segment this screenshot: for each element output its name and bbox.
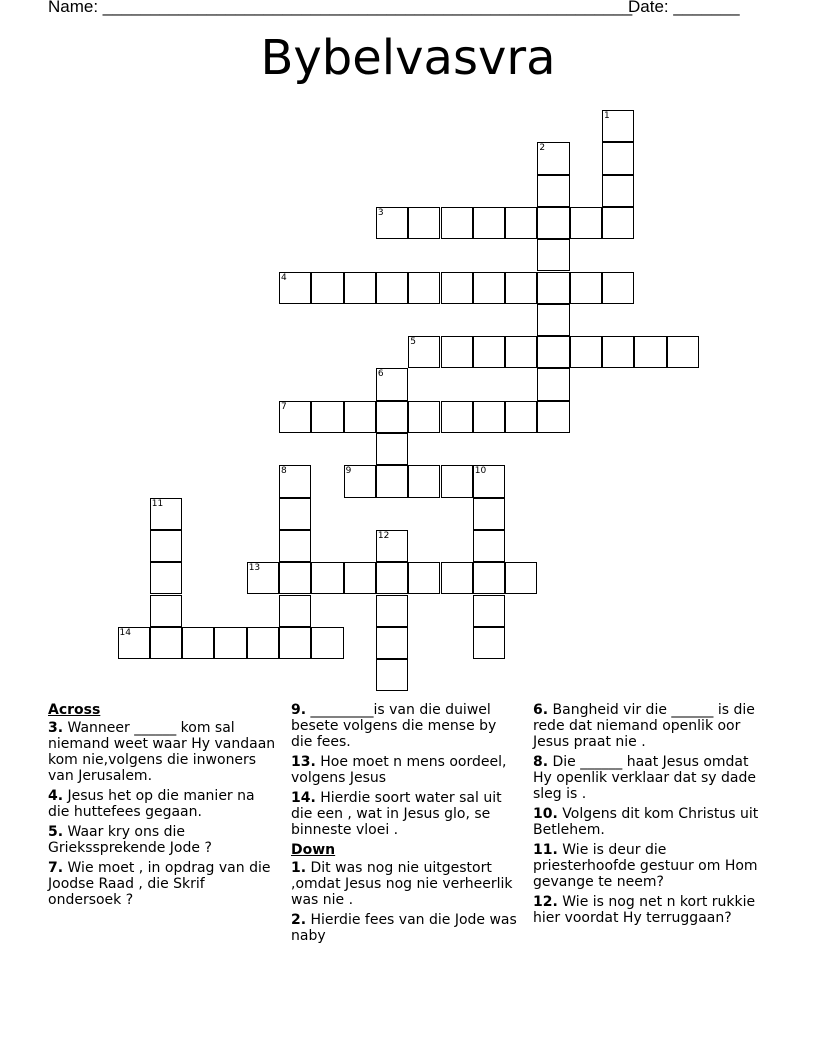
grid-cell[interactable] — [279, 530, 311, 562]
grid-cell[interactable] — [473, 465, 505, 497]
clue-down-6: 6. Bangheid vir die ______ is die rede dat niemand openlik oor Jesus praat nie . — [533, 702, 755, 750]
clue-down-12: 12. Wie is nog net n kort rukkie hier voordat Hy terruggaan? — [533, 894, 756, 926]
grid-cell[interactable] — [214, 627, 246, 659]
clue-number: 1 — [604, 111, 610, 121]
clue-number: 13 — [248, 563, 261, 574]
clue-down-11: 11. Wie is deur die priesterhoofde gestuur om Hom gevange te neem? — [533, 842, 758, 890]
grid-cell[interactable] — [441, 336, 473, 368]
grid-cell[interactable] — [537, 175, 569, 207]
grid-cell[interactable] — [602, 175, 634, 207]
grid-cell[interactable] — [408, 207, 440, 239]
clue-number: 2 — [539, 143, 546, 154]
grid-cell[interactable] — [376, 659, 408, 691]
grid-cell[interactable] — [602, 336, 634, 368]
grid-cell[interactable] — [537, 368, 569, 400]
grid-cell[interactable] — [441, 401, 473, 433]
grid-cell[interactable] — [537, 272, 569, 304]
grid-cell[interactable] — [473, 595, 505, 627]
grid-cell[interactable] — [376, 562, 408, 594]
grid-cell[interactable] — [602, 142, 634, 174]
clue-down-8: 8. Die ______ haat Jesus omdat Hy openlik verklaar dat sy dade sleg is . — [533, 754, 756, 802]
date-label: Date: _______ — [628, 0, 740, 16]
grid-cell[interactable] — [473, 627, 505, 659]
clue-column-2 — [291, 702, 521, 948]
grid-cell[interactable] — [150, 627, 182, 659]
grid-cell[interactable] — [602, 110, 634, 142]
clue-across-7: 7. Wie moet , in opdrag van die Joodse Raad , die Skrif ondersoek ? — [48, 860, 271, 908]
grid-cell[interactable] — [537, 336, 569, 368]
grid-cell[interactable] — [376, 530, 408, 562]
grid-cell[interactable] — [279, 562, 311, 594]
grid-cell[interactable] — [570, 207, 602, 239]
grid-cell[interactable] — [279, 627, 311, 659]
grid-cell[interactable] — [441, 465, 473, 497]
grid-cell[interactable] — [537, 239, 569, 271]
clue-across-9: 9. _________is van die duiwel besete volgens die mense by die fees. — [291, 702, 497, 750]
clue-number: 12 — [377, 530, 390, 541]
clue-number: 9 — [345, 466, 352, 477]
grid-cell[interactable] — [344, 272, 376, 304]
clue-number: 14 — [119, 627, 131, 638]
grid-cell[interactable] — [150, 498, 182, 530]
name-label: Name: ________________________________________________________ — [48, 0, 633, 16]
clue-down-1: 1. Dit was nog nie uitgestort ,omdat Jesus nog nie verheerlik was nie . — [291, 860, 513, 908]
grid-cell[interactable] — [537, 142, 569, 174]
clue-across-14: 14. Hierdie soort water sal uit die een , wat in Jesus glo, se binneste vloei . — [291, 790, 502, 838]
clue-across-3: 3. Wanneer ______ kom sal niemand weet waar Hy vandaan kom nie,volgens die inwoners van Jerusalem. — [48, 720, 276, 784]
clue-column-3 — [533, 702, 763, 930]
grid-cell[interactable] — [473, 530, 505, 562]
grid-cell[interactable] — [247, 627, 279, 659]
grid-cell[interactable] — [537, 304, 569, 336]
grid-cell[interactable] — [376, 433, 408, 465]
grid-cell[interactable] — [537, 207, 569, 239]
grid-cell[interactable] — [537, 401, 569, 433]
clue-across-5: 5. Waar kry ons die Griekssprekende Jode ? — [48, 824, 212, 856]
clue-across-4: 4. Jesus het op die manier na die huttefees gegaan. — [48, 788, 255, 820]
grid-cell[interactable] — [473, 562, 505, 594]
grid-cell[interactable] — [570, 336, 602, 368]
clue-across-13: 13. Hoe moet n mens oordeel, volgens Jesus — [291, 754, 507, 786]
grid-cell[interactable] — [376, 207, 408, 239]
clue-down-10: 10. Volgens dit kom Christus uit Betlehem. — [533, 806, 759, 838]
grid-cell[interactable] — [473, 498, 505, 530]
grid-cell[interactable] — [441, 562, 473, 594]
grid-cell[interactable] — [408, 465, 440, 497]
grid-cell[interactable] — [182, 627, 214, 659]
across-heading: Across — [48, 702, 101, 718]
grid-cell[interactable] — [667, 336, 699, 368]
clue-number: 5 — [410, 337, 416, 348]
grid-cell[interactable] — [376, 595, 408, 627]
grid-cell[interactable] — [344, 465, 376, 497]
clue-number: 11 — [151, 498, 164, 509]
grid-cell[interactable] — [376, 272, 408, 304]
grid-cell[interactable] — [408, 401, 440, 433]
grid-cell[interactable] — [505, 336, 537, 368]
grid-cell[interactable] — [505, 272, 537, 304]
grid-cell[interactable] — [150, 562, 182, 594]
name-date-line — [48, 0, 740, 17]
clue-number: 6 — [377, 369, 384, 380]
grid-cell[interactable] — [408, 562, 440, 594]
grid-cell[interactable] — [473, 207, 505, 239]
grid-cell[interactable] — [311, 272, 343, 304]
grid-cell[interactable] — [376, 368, 408, 400]
grid-cell[interactable] — [150, 530, 182, 562]
grid-cell[interactable] — [441, 207, 473, 239]
grid-cell[interactable] — [279, 272, 311, 304]
grid-cell[interactable] — [344, 562, 376, 594]
grid-cell[interactable] — [473, 401, 505, 433]
grid-cell[interactable] — [311, 562, 343, 594]
grid-cell[interactable] — [473, 272, 505, 304]
grid-cell[interactable] — [505, 207, 537, 239]
grid-cell[interactable] — [408, 272, 440, 304]
grid-cell[interactable] — [279, 498, 311, 530]
clue-number: 7 — [281, 401, 287, 412]
page-title: Bybelvasvra — [260, 30, 556, 86]
down-heading: Down — [291, 842, 336, 858]
grid-cell[interactable] — [344, 401, 376, 433]
grid-cell[interactable] — [311, 401, 343, 433]
grid-cell[interactable] — [279, 595, 311, 627]
grid-cell[interactable] — [634, 336, 666, 368]
grid-cell[interactable] — [408, 336, 440, 368]
grid-cell[interactable] — [376, 401, 408, 433]
grid-cell[interactable] — [505, 401, 537, 433]
grid-cell[interactable] — [118, 627, 150, 659]
clue-number: 3 — [377, 207, 384, 218]
grid-cell[interactable] — [247, 562, 279, 594]
grid-cell[interactable] — [473, 336, 505, 368]
clue-number: 4 — [281, 272, 287, 283]
grid-cell[interactable] — [279, 465, 311, 497]
grid-cell[interactable] — [279, 401, 311, 433]
grid-cell[interactable] — [376, 465, 408, 497]
clue-number: 10 — [474, 466, 487, 477]
grid-cell[interactable] — [441, 272, 473, 304]
grid-cell[interactable] — [505, 562, 537, 594]
grid-cell[interactable] — [570, 272, 602, 304]
grid-cell[interactable] — [376, 627, 408, 659]
grid-cell[interactable] — [602, 207, 634, 239]
grid-cell[interactable] — [150, 595, 182, 627]
clue-down-2: 2. Hierdie fees van die Jode was naby — [291, 912, 517, 944]
grid-cell[interactable] — [602, 272, 634, 304]
clue-number: 8 — [281, 466, 287, 477]
clue-column-1 — [48, 702, 278, 912]
grid-cell[interactable] — [311, 627, 343, 659]
